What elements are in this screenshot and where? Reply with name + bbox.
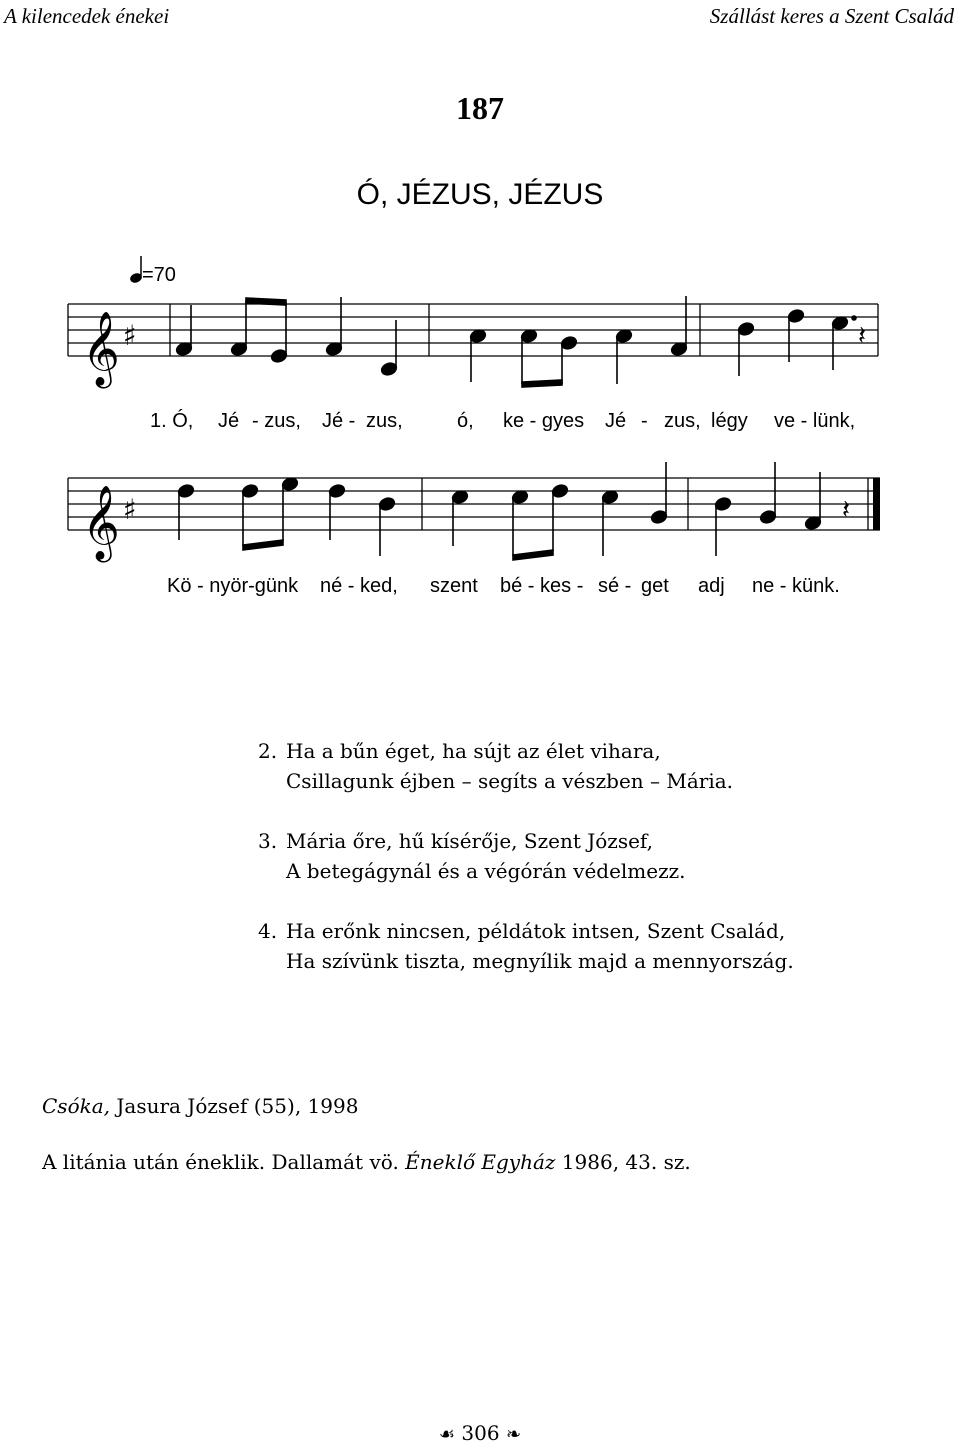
running-header-left: A kilencedek énekei bbox=[4, 4, 170, 28]
lyric-syllable: get bbox=[641, 575, 669, 597]
lyrics-line-2 bbox=[167, 575, 840, 597]
verse-line: Ha erőnk nincsen, példátok intsen, Szent Család, bbox=[286, 919, 786, 943]
quarter-rest-icon: 𝄽 bbox=[842, 495, 850, 525]
lyric-syllable: adj bbox=[698, 575, 725, 597]
lyric-syllable: - zus, bbox=[252, 410, 301, 432]
lyric-syllable: ve - lünk, bbox=[774, 410, 856, 432]
lyric-syllable: Jé bbox=[605, 410, 627, 432]
page-number: 306 bbox=[461, 1421, 500, 1445]
lyric-syllable: - bbox=[641, 410, 648, 432]
tempo-text: =70 bbox=[142, 264, 176, 286]
lyric-syllable: ó, bbox=[457, 410, 474, 432]
usage-text: A litánia után éneklik. Dallamát vö. bbox=[42, 1150, 399, 1174]
lyric-syllable: légy bbox=[711, 410, 748, 432]
source-place: Csóka, bbox=[42, 1094, 111, 1118]
lyric-syllable: Kö - nyör-günk bbox=[167, 575, 299, 597]
hymn-title: Ó, JÉZUS, JÉZUS bbox=[356, 178, 604, 211]
lyric-syllable: sé - bbox=[598, 575, 632, 597]
quarter-rest-icon: 𝄽 bbox=[858, 321, 866, 351]
lyric-syllable: né - ked, bbox=[320, 575, 398, 597]
verse-number: 3. bbox=[258, 829, 278, 853]
lyric-syllable: szent bbox=[430, 575, 478, 597]
sharp-icon: ♯ bbox=[123, 493, 137, 526]
page-footer bbox=[0, 1421, 960, 1445]
treble-clef-icon: 𝄞 bbox=[82, 486, 120, 560]
lyric-syllable: Jé bbox=[218, 410, 240, 432]
verse-line: Csillagunk éjben – segíts a vészben – Mária. bbox=[286, 769, 734, 793]
notes-system-2 bbox=[177, 462, 822, 560]
verse-line: A betegágynál és a végórán védelmezz. bbox=[286, 859, 686, 883]
ornament-left-icon: ☙ bbox=[438, 1424, 456, 1445]
verse-number: 2. bbox=[258, 739, 278, 763]
sharp-icon: ♯ bbox=[123, 319, 137, 352]
source-text: Jasura József (55), 1998 bbox=[116, 1094, 359, 1118]
running-header-right: Szállást keres a Szent Család bbox=[709, 4, 954, 28]
notes-system-1 bbox=[175, 296, 856, 387]
music-score bbox=[0, 0, 960, 620]
lyric-syllable: bé - kes - bbox=[500, 575, 584, 597]
lyric-syllable: ke - gyes bbox=[503, 410, 585, 432]
usage-note bbox=[42, 1150, 691, 1174]
verse-number: 4. bbox=[258, 919, 278, 943]
verse-line: Ha a bűn éget, ha sújt az élet vihara, bbox=[286, 739, 661, 763]
lyric-syllable: zus, bbox=[366, 410, 403, 432]
verse-2 bbox=[258, 736, 794, 796]
lyric-syllable: Jé - bbox=[322, 410, 356, 432]
usage-text-end: 1986, 43. sz. bbox=[561, 1150, 691, 1174]
treble-clef-icon: 𝄞 bbox=[82, 312, 120, 386]
hymn-number: 187 bbox=[456, 90, 504, 126]
verse-3 bbox=[258, 826, 794, 886]
lyrics-line-1 bbox=[150, 409, 855, 432]
tempo-mark bbox=[129, 256, 176, 286]
lyric-syllable: 1. Ó, bbox=[150, 410, 194, 432]
source-note bbox=[42, 1094, 358, 1118]
verses bbox=[258, 736, 794, 1006]
verse-line: Ha szívünk tiszta, megnyílik majd a mennyország. bbox=[286, 949, 794, 973]
usage-book-title: Éneklő Egyház bbox=[405, 1150, 556, 1174]
verse-line: Mária őre, hű kísérője, Szent József, bbox=[286, 829, 653, 853]
final-barline bbox=[873, 478, 880, 530]
verse-4 bbox=[258, 916, 794, 976]
lyric-syllable: zus, bbox=[664, 410, 701, 432]
ornament-right-icon: ❧ bbox=[505, 1424, 522, 1445]
lyric-syllable: ne - künk. bbox=[752, 575, 840, 597]
